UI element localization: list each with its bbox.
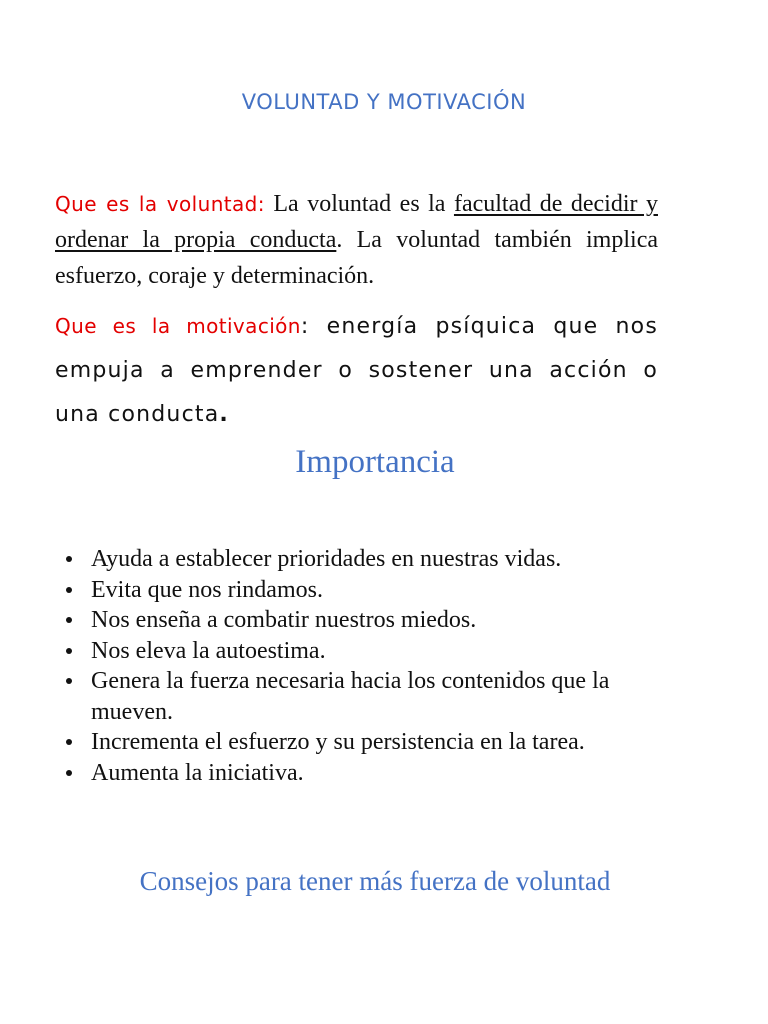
voluntad-text-before: La voluntad es la [264,191,454,217]
bullet-icon [66,648,72,654]
motivacion-paragraph [55,304,658,437]
motivacion-text: : energía psíquica que nos empuja a emprender o sostener una acción o una conducta [55,314,658,427]
bullet-icon [66,739,72,745]
list-item-text: Ayuda a establecer prioridades en nuestras vidas. [91,546,562,572]
bullet-icon [66,556,72,562]
list-item-text: Nos enseña a combatir nuestros miedos. [91,607,477,633]
bullet-icon [66,770,72,776]
voluntad-paragraph [55,186,658,294]
list-item [66,544,666,575]
motivacion-label: Que es la motivación [55,314,301,338]
list-item-text: Aumenta la iniciativa. [91,759,304,786]
document-title: VOLUNTAD Y MOTIVACIÓN [241,90,527,114]
bullet-icon [66,617,72,623]
list-item [66,727,666,758]
voluntad-colon: : [257,192,265,216]
bullet-icon [66,678,72,684]
voluntad-label: Que es la voluntad [55,192,258,216]
voluntad-underlined-definition: facultad de decidir y ordenar la propia conducta [55,191,658,253]
list-item-text: Nos eleva la autoestima. [91,637,326,664]
voluntad-text-after: . La voluntad también implica esfuerzo, coraje y determinación. [55,227,658,289]
list-item-text: Incrementa el esfuerzo y su persistencia en la tarea. [91,729,585,755]
list-item [66,666,666,727]
importancia-list [66,544,666,788]
list-item [66,758,666,789]
consejos-heading: Consejos para tener más fuerza de voluntad [139,866,611,896]
list-item-text: Genera la fuerza necesaria hacia los contenidos que la mueven. [91,668,610,725]
bullet-icon [66,587,72,593]
list-item [66,636,666,667]
list-item-text: Evita que nos rindamos. [91,576,323,603]
importancia-heading: Importancia [295,444,455,480]
motivacion-end: . [219,402,229,427]
list-item [66,575,666,606]
list-item [66,605,666,636]
